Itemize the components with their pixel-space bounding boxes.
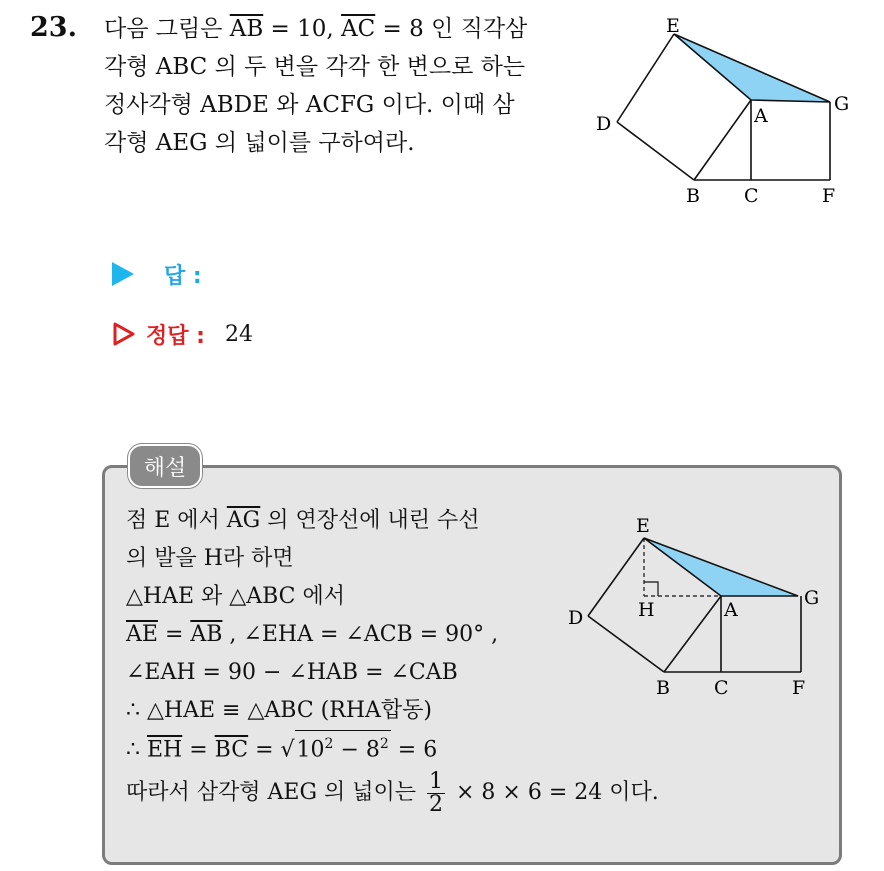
explanation-line-8: 따라서 삼각형 AEG 의 넓이는 $\frac{1}{2}$ × 8 × 6 = 24 이다. xyxy=(126,768,659,817)
correct-answer-label: 정답 : xyxy=(146,323,205,349)
explanation-line-1: 점 E 에서 $\overline{AG}$ 의 연장선에 내린 수선 xyxy=(126,508,480,533)
explanation-tab: 해설 xyxy=(128,444,202,488)
label-e: E xyxy=(666,18,680,37)
label-g: G xyxy=(804,587,820,609)
segment-ac: $\overline{AC}$ xyxy=(341,16,376,42)
triangle-aeg-shaded xyxy=(674,34,830,102)
right-angle-mark xyxy=(644,582,658,596)
answer-row xyxy=(112,256,202,292)
outline-arrow-icon xyxy=(112,321,136,347)
label-e: E xyxy=(636,515,650,537)
label-b: B xyxy=(656,677,670,699)
explanation-figure xyxy=(566,512,832,702)
label-f: F xyxy=(822,185,836,207)
label-a: A xyxy=(754,105,768,127)
question-line-4: 각형 AEG 의 넓이를 구하여라. xyxy=(104,130,415,156)
explanation-line-6: ∴ △HAE ≡ △ABC (RHA합동) xyxy=(126,698,432,723)
label-d: D xyxy=(596,113,612,135)
play-arrow-icon xyxy=(112,262,134,286)
edge-ba xyxy=(694,100,751,180)
edge-db xyxy=(617,122,694,180)
explanation-line-3: △HAE 와 △ABC 에서 xyxy=(126,584,346,609)
label-h: H xyxy=(638,599,655,621)
question-line-3: 정사각형 ABDE 와 ACFG 이다. 이때 삼 xyxy=(104,92,515,118)
problem-figure xyxy=(590,18,860,218)
edge-ed xyxy=(617,34,674,122)
explanation-line-5: ∠EAH = 90 − ∠HAB = ∠CAB xyxy=(126,660,458,685)
label-b: B xyxy=(686,185,700,207)
fraction-half: $\frac{1}{2}$ xyxy=(429,768,444,817)
sqrt-radicand: $10^2 - 8^2$ xyxy=(295,730,391,763)
explanation-line-7: ∴ $\overline{EH} = \overline{BC} = √10^2 - 8^2 = 6$ xyxy=(126,730,659,768)
edge-db xyxy=(588,616,664,672)
explanation-line-2: 의 발을 H라 하면 xyxy=(126,546,294,571)
label-f: F xyxy=(792,677,806,699)
explanation-line-4: $\overline{AE} = \overline{AB}$ , ∠EHA = ∠ACB = 90° , xyxy=(126,622,499,647)
label-d: D xyxy=(568,607,584,629)
label-c: C xyxy=(714,677,729,699)
question-line-2: 각형 ABC 의 두 변을 각각 한 변으로 하는 xyxy=(104,54,526,80)
answer-label: 답 : xyxy=(164,263,202,289)
segment-ab: $\overline{AB}$ xyxy=(229,16,264,42)
edge-ed xyxy=(588,538,644,616)
edge-ba xyxy=(664,596,721,672)
sqrt-symbol: √ xyxy=(280,737,295,763)
correct-answer-value: 24 xyxy=(224,321,253,347)
triangle-aeg-shaded xyxy=(644,538,798,596)
label-g: G xyxy=(834,93,850,115)
label-a: A xyxy=(724,599,738,621)
question-line-1: 다음 그림은 $\overline{AB} = 10$, $\overline{AC} = 8$ 인 직각삼 xyxy=(104,16,528,42)
question-number: 23. xyxy=(30,12,77,43)
label-c: C xyxy=(744,185,759,207)
question-text xyxy=(104,10,584,162)
correct-answer-row xyxy=(112,316,253,352)
